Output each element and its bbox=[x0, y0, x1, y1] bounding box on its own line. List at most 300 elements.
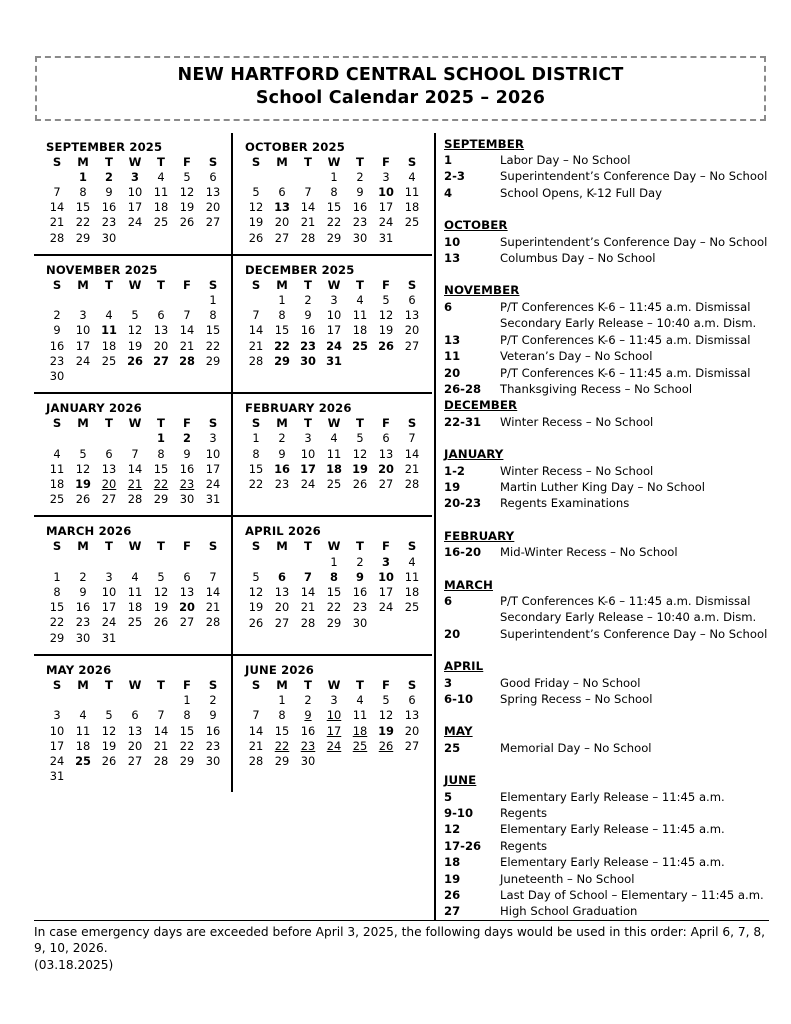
day-cell: 20 bbox=[205, 200, 221, 215]
day-cell: 20 bbox=[101, 477, 117, 492]
day-cell: 7 bbox=[252, 708, 260, 723]
day-cell: 26 bbox=[153, 615, 169, 630]
day-cell: 17 bbox=[75, 338, 91, 353]
note-group bbox=[444, 282, 769, 397]
note-entry-text: Regents bbox=[500, 806, 548, 821]
day-cell: 8 bbox=[252, 446, 260, 461]
note-entry-day: 13 bbox=[444, 332, 461, 347]
day-cell: 7 bbox=[131, 446, 139, 461]
day-cell: 29 bbox=[274, 753, 290, 768]
day-cell-empty bbox=[200, 631, 226, 646]
note-entry-day: 11 bbox=[444, 349, 461, 364]
day-cell: 11 bbox=[49, 461, 65, 476]
note-entry bbox=[444, 185, 769, 201]
day-cell: 24 bbox=[326, 338, 342, 353]
month-block bbox=[233, 517, 432, 653]
month-grid bbox=[34, 133, 432, 920]
week-row bbox=[243, 339, 425, 354]
note-entry bbox=[444, 381, 769, 397]
month-block bbox=[34, 394, 233, 515]
day-cell: 23 bbox=[49, 353, 65, 368]
day-cell: 8 bbox=[79, 185, 87, 200]
day-cell: 9 bbox=[356, 185, 364, 200]
day-cell-empty bbox=[96, 431, 122, 446]
weekday-header: S bbox=[251, 416, 261, 431]
day-cell: 30 bbox=[300, 353, 316, 368]
day-cell: 22 bbox=[205, 338, 221, 353]
note-entry-text: Last Day of School – Elementary – 11:45 a.m. bbox=[500, 888, 764, 903]
day-cell: 22 bbox=[153, 477, 169, 492]
weekday-header: W bbox=[327, 539, 341, 554]
day-cell: 24 bbox=[127, 215, 143, 230]
day-cell: 17 bbox=[205, 461, 221, 476]
day-cell-empty bbox=[44, 293, 70, 308]
day-cell: 4 bbox=[157, 169, 165, 184]
day-cell: 30 bbox=[49, 369, 65, 384]
week-row bbox=[243, 170, 425, 185]
note-entry bbox=[444, 414, 769, 430]
day-cell-empty bbox=[70, 555, 96, 570]
day-cell-empty bbox=[70, 431, 96, 446]
day-cell: 28 bbox=[49, 230, 65, 245]
day-cell-empty bbox=[44, 693, 70, 708]
day-cell: 9 bbox=[304, 708, 312, 723]
day-cell: 4 bbox=[330, 431, 338, 446]
note-entry-day: 9-10 bbox=[444, 806, 474, 821]
day-cell: 18 bbox=[49, 477, 65, 492]
day-cell: 13 bbox=[274, 585, 290, 600]
day-cell: 9 bbox=[304, 308, 312, 323]
day-cell: 22 bbox=[75, 215, 91, 230]
day-cell: 15 bbox=[205, 323, 221, 338]
month-block bbox=[34, 133, 233, 254]
weekday-header: M bbox=[77, 416, 89, 431]
day-cell: 19 bbox=[179, 200, 195, 215]
note-entry-text: Superintendent’s Conference Day – No School bbox=[500, 169, 768, 184]
day-cell: 21 bbox=[404, 461, 420, 476]
week-row bbox=[243, 754, 425, 769]
week-row bbox=[44, 200, 226, 215]
note-month-heading: JUNE bbox=[444, 773, 477, 788]
note-group-spacer bbox=[444, 512, 769, 528]
note-entry-day bbox=[444, 315, 500, 331]
note-entry-text: Memorial Day – No School bbox=[500, 740, 652, 755]
day-cell: 12 bbox=[127, 323, 143, 338]
note-entry bbox=[444, 299, 769, 315]
day-cell: 26 bbox=[248, 615, 264, 630]
note-entry bbox=[444, 348, 769, 364]
month-table bbox=[243, 678, 425, 769]
note-entry-text: Elementary Early Release – 11:45 a.m. bbox=[500, 822, 725, 837]
day-cell: 9 bbox=[105, 185, 113, 200]
day-cell: 10 bbox=[300, 446, 316, 461]
weekday-header-row bbox=[243, 155, 425, 170]
week-row bbox=[243, 308, 425, 323]
note-entry bbox=[444, 691, 769, 707]
note-entry bbox=[444, 740, 769, 756]
weekday-header: W bbox=[327, 154, 341, 169]
weekday-header: S bbox=[407, 154, 417, 169]
weekday-header: T bbox=[304, 416, 312, 431]
weekday-header-row bbox=[243, 278, 425, 293]
day-cell: 16 bbox=[75, 600, 91, 615]
month-block bbox=[34, 656, 233, 792]
day-cell: 4 bbox=[356, 693, 364, 708]
note-entry bbox=[444, 463, 769, 479]
day-cell: 3 bbox=[382, 554, 390, 569]
note-group bbox=[444, 772, 769, 920]
weekday-header: T bbox=[304, 154, 312, 169]
weekday-header-row bbox=[44, 678, 226, 693]
day-cell-empty bbox=[96, 693, 122, 708]
day-cell: 12 bbox=[153, 585, 169, 600]
day-cell-empty bbox=[44, 170, 70, 185]
day-cell: 16 bbox=[101, 200, 117, 215]
weekday-header: S bbox=[52, 277, 62, 292]
day-cell: 18 bbox=[352, 323, 368, 338]
day-cell-empty bbox=[148, 293, 174, 308]
note-entry-day: 4 bbox=[444, 185, 453, 200]
day-cell-empty bbox=[243, 555, 269, 570]
day-cell-empty bbox=[174, 369, 200, 384]
day-cell: 2 bbox=[356, 169, 364, 184]
week-row bbox=[44, 431, 226, 446]
month-title: APRIL 2026 bbox=[245, 524, 321, 539]
weekday-header: S bbox=[52, 154, 62, 169]
day-cell: 14 bbox=[248, 723, 264, 738]
day-cell: 19 bbox=[153, 600, 169, 615]
weekday-header: S bbox=[208, 677, 218, 692]
day-cell-empty bbox=[70, 293, 96, 308]
day-cell: 8 bbox=[209, 308, 217, 323]
day-cell: 10 bbox=[75, 323, 91, 338]
day-cell: 16 bbox=[352, 585, 368, 600]
day-cell: 2 bbox=[304, 693, 312, 708]
day-cell-empty bbox=[148, 369, 174, 384]
note-entry-text: Secondary Early Release – 10:40 a.m. Dism. bbox=[500, 610, 757, 625]
day-cell-empty bbox=[200, 555, 226, 570]
day-cell: 14 bbox=[49, 200, 65, 215]
note-month-heading: JANUARY bbox=[444, 447, 504, 462]
month-block bbox=[233, 394, 432, 515]
day-cell: 28 bbox=[404, 477, 420, 492]
day-cell-empty bbox=[96, 369, 122, 384]
day-cell-empty bbox=[200, 231, 226, 246]
note-entry-day: 26 bbox=[444, 888, 461, 903]
week-row bbox=[243, 724, 425, 739]
day-cell: 21 bbox=[127, 477, 143, 492]
note-entry bbox=[444, 838, 769, 854]
month-row bbox=[34, 517, 432, 655]
day-cell: 31 bbox=[378, 230, 394, 245]
note-entry-text: Regents bbox=[500, 838, 548, 853]
day-cell-empty bbox=[399, 616, 425, 631]
month-row bbox=[34, 656, 432, 792]
note-entry-day: 16-20 bbox=[444, 545, 482, 560]
day-cell: 1 bbox=[183, 693, 191, 708]
day-cell-empty bbox=[243, 293, 269, 308]
day-cell: 12 bbox=[378, 708, 394, 723]
weekday-header: S bbox=[407, 677, 417, 692]
day-cell: 3 bbox=[53, 708, 61, 723]
day-cell: 11 bbox=[153, 185, 169, 200]
note-entry bbox=[444, 479, 769, 495]
week-row bbox=[44, 354, 226, 369]
day-cell: 2 bbox=[79, 569, 87, 584]
day-cell: 5 bbox=[79, 446, 87, 461]
note-entry-day: 5 bbox=[444, 789, 453, 804]
weekday-header: M bbox=[276, 277, 288, 292]
day-cell: 19 bbox=[101, 738, 117, 753]
month-title: MAY 2026 bbox=[46, 662, 112, 677]
weekday-header: T bbox=[304, 539, 312, 554]
weekday-header: F bbox=[382, 277, 390, 292]
day-cell: 15 bbox=[179, 723, 195, 738]
weekday-header-row bbox=[44, 155, 226, 170]
day-cell-empty bbox=[347, 354, 373, 369]
day-cell: 1 bbox=[278, 293, 286, 308]
weekday-header: S bbox=[407, 277, 417, 292]
day-cell: 17 bbox=[127, 200, 143, 215]
day-cell: 15 bbox=[153, 461, 169, 476]
note-entry-day bbox=[444, 609, 500, 625]
weekday-header: M bbox=[77, 677, 89, 692]
day-cell-empty bbox=[174, 631, 200, 646]
weekday-header-row bbox=[243, 539, 425, 554]
day-cell: 20 bbox=[404, 323, 420, 338]
day-cell: 27 bbox=[153, 353, 169, 368]
note-entry-day: 1-2 bbox=[444, 463, 465, 478]
day-cell: 18 bbox=[75, 738, 91, 753]
day-cell: 10 bbox=[326, 308, 342, 323]
weekday-header: F bbox=[382, 677, 390, 692]
day-cell: 24 bbox=[326, 738, 342, 753]
weekday-header: F bbox=[183, 416, 191, 431]
day-cell: 15 bbox=[326, 200, 342, 215]
note-entry bbox=[444, 332, 769, 348]
day-cell: 23 bbox=[205, 738, 221, 753]
weekday-header: F bbox=[183, 154, 191, 169]
day-cell: 20 bbox=[378, 461, 394, 476]
week-row bbox=[44, 293, 226, 308]
day-cell: 16 bbox=[274, 461, 290, 476]
weekday-header: S bbox=[407, 539, 417, 554]
day-cell: 3 bbox=[382, 169, 390, 184]
day-cell: 22 bbox=[179, 738, 195, 753]
month-title: JUNE 2026 bbox=[245, 662, 315, 677]
note-entry bbox=[444, 789, 769, 805]
day-cell: 30 bbox=[352, 615, 368, 630]
weekday-header: W bbox=[128, 277, 142, 292]
weekday-header: T bbox=[157, 539, 165, 554]
day-cell: 18 bbox=[404, 585, 420, 600]
day-cell: 13 bbox=[127, 723, 143, 738]
day-cell: 13 bbox=[153, 323, 169, 338]
day-cell: 19 bbox=[248, 215, 264, 230]
day-cell: 20 bbox=[274, 600, 290, 615]
day-cell: 9 bbox=[183, 446, 191, 461]
day-cell-empty bbox=[122, 555, 148, 570]
day-cell: 21 bbox=[179, 338, 195, 353]
note-entry bbox=[444, 805, 769, 821]
day-cell: 2 bbox=[356, 554, 364, 569]
weekday-header: W bbox=[327, 677, 341, 692]
note-entry-day: 6-10 bbox=[444, 692, 474, 706]
note-group-spacer bbox=[444, 430, 769, 446]
day-cell: 22 bbox=[248, 477, 264, 492]
weekday-header-row bbox=[243, 678, 425, 693]
calendar-subtitle: School Calendar 2025 – 2026 bbox=[255, 87, 546, 108]
week-row bbox=[243, 555, 425, 570]
weekday-header: T bbox=[105, 154, 113, 169]
week-row bbox=[44, 477, 226, 492]
note-entry-day: 20 bbox=[444, 626, 461, 641]
day-cell: 14 bbox=[404, 446, 420, 461]
day-cell: 14 bbox=[300, 200, 316, 215]
note-entry bbox=[444, 593, 769, 609]
month-title: NOVEMBER 2025 bbox=[46, 262, 158, 277]
week-row bbox=[243, 570, 425, 585]
day-cell: 4 bbox=[408, 169, 416, 184]
note-entry-text: Martin Luther King Day – No School bbox=[500, 479, 705, 494]
day-cell: 7 bbox=[157, 708, 165, 723]
day-cell: 18 bbox=[127, 600, 143, 615]
day-cell: 26 bbox=[127, 353, 143, 368]
weekday-header-row bbox=[44, 278, 226, 293]
day-cell: 6 bbox=[105, 446, 113, 461]
day-cell-empty bbox=[373, 754, 399, 769]
week-row bbox=[243, 693, 425, 708]
day-cell: 17 bbox=[378, 200, 394, 215]
day-cell: 18 bbox=[326, 461, 342, 476]
day-cell: 26 bbox=[75, 492, 91, 507]
note-entry-text: Labor Day – No School bbox=[500, 153, 631, 168]
day-cell-empty bbox=[174, 769, 200, 784]
week-row bbox=[44, 339, 226, 354]
day-cell: 6 bbox=[278, 185, 286, 200]
day-cell: 23 bbox=[101, 215, 117, 230]
day-cell: 3 bbox=[105, 569, 113, 584]
note-month-heading: FEBRUARY bbox=[444, 528, 515, 543]
day-cell: 21 bbox=[205, 600, 221, 615]
day-cell: 18 bbox=[101, 338, 117, 353]
day-cell: 28 bbox=[153, 753, 169, 768]
day-cell-empty bbox=[373, 354, 399, 369]
weekday-header: T bbox=[105, 539, 113, 554]
day-cell-empty bbox=[44, 431, 70, 446]
weekday-header: M bbox=[77, 154, 89, 169]
day-cell: 17 bbox=[49, 738, 65, 753]
day-cell: 11 bbox=[404, 569, 420, 584]
day-cell: 26 bbox=[352, 477, 368, 492]
note-entry bbox=[444, 675, 769, 691]
week-row bbox=[243, 477, 425, 492]
day-cell: 16 bbox=[179, 461, 195, 476]
day-cell-empty bbox=[347, 754, 373, 769]
day-cell: 7 bbox=[304, 569, 312, 584]
day-cell: 1 bbox=[330, 554, 338, 569]
note-entry-day: 12 bbox=[444, 822, 461, 837]
note-month-heading: SEPTEMBER bbox=[444, 136, 525, 151]
weekday-header: T bbox=[157, 677, 165, 692]
day-cell: 19 bbox=[378, 323, 394, 338]
day-cell-empty bbox=[96, 293, 122, 308]
weekday-header-row bbox=[44, 539, 226, 554]
day-cell: 4 bbox=[356, 293, 364, 308]
day-cell: 12 bbox=[179, 185, 195, 200]
month-table bbox=[44, 539, 226, 645]
note-entry-text: P/T Conferences K-6 – 11:45 a.m. Dismissal bbox=[500, 593, 751, 608]
day-cell: 21 bbox=[300, 600, 316, 615]
day-cell: 2 bbox=[183, 431, 191, 446]
weekday-header: S bbox=[251, 277, 261, 292]
day-cell: 23 bbox=[75, 615, 91, 630]
day-cell: 6 bbox=[382, 431, 390, 446]
day-cell: 20 bbox=[153, 338, 169, 353]
day-cell: 6 bbox=[408, 293, 416, 308]
day-cell: 2 bbox=[304, 293, 312, 308]
calendar-body bbox=[34, 133, 769, 920]
note-group-spacer bbox=[444, 561, 769, 577]
week-row bbox=[243, 708, 425, 723]
day-cell: 24 bbox=[101, 615, 117, 630]
day-cell: 6 bbox=[157, 308, 165, 323]
day-cell: 31 bbox=[49, 769, 65, 784]
day-cell: 28 bbox=[179, 353, 195, 368]
note-entry-day: 6 bbox=[444, 299, 453, 314]
week-row bbox=[44, 231, 226, 246]
day-cell: 17 bbox=[300, 461, 316, 476]
weekday-header: T bbox=[356, 539, 364, 554]
weekday-header: T bbox=[105, 677, 113, 692]
day-cell: 6 bbox=[408, 693, 416, 708]
note-entry bbox=[444, 854, 769, 870]
note-entry-text: Elementary Early Release – 11:45 a.m. bbox=[500, 789, 725, 804]
day-cell: 23 bbox=[300, 738, 316, 753]
day-cell: 9 bbox=[356, 569, 364, 584]
day-cell: 15 bbox=[274, 323, 290, 338]
note-entry-text: Superintendent’s Conference Day – No School bbox=[500, 626, 768, 641]
month-block bbox=[34, 256, 233, 392]
note-entry-day: 13 bbox=[444, 251, 461, 266]
week-row bbox=[44, 215, 226, 230]
day-cell: 27 bbox=[179, 615, 195, 630]
day-cell-empty bbox=[148, 769, 174, 784]
weekday-header: T bbox=[157, 277, 165, 292]
weekday-header: S bbox=[52, 677, 62, 692]
weekday-header: M bbox=[276, 154, 288, 169]
day-cell: 17 bbox=[101, 600, 117, 615]
day-cell: 10 bbox=[326, 708, 342, 723]
day-cell-empty bbox=[122, 631, 148, 646]
day-cell: 8 bbox=[157, 446, 165, 461]
weekday-header: W bbox=[327, 416, 341, 431]
weekday-header: W bbox=[128, 154, 142, 169]
week-row bbox=[44, 724, 226, 739]
day-cell: 27 bbox=[274, 230, 290, 245]
day-cell: 22 bbox=[274, 338, 290, 353]
weekday-header: S bbox=[208, 539, 218, 554]
day-cell: 7 bbox=[252, 308, 260, 323]
day-cell-empty bbox=[122, 769, 148, 784]
week-row bbox=[243, 215, 425, 230]
note-group bbox=[444, 136, 769, 202]
day-cell: 19 bbox=[248, 600, 264, 615]
day-cell: 7 bbox=[209, 569, 217, 584]
day-cell: 23 bbox=[300, 338, 316, 353]
day-cell: 11 bbox=[352, 708, 368, 723]
month-table bbox=[44, 278, 226, 384]
